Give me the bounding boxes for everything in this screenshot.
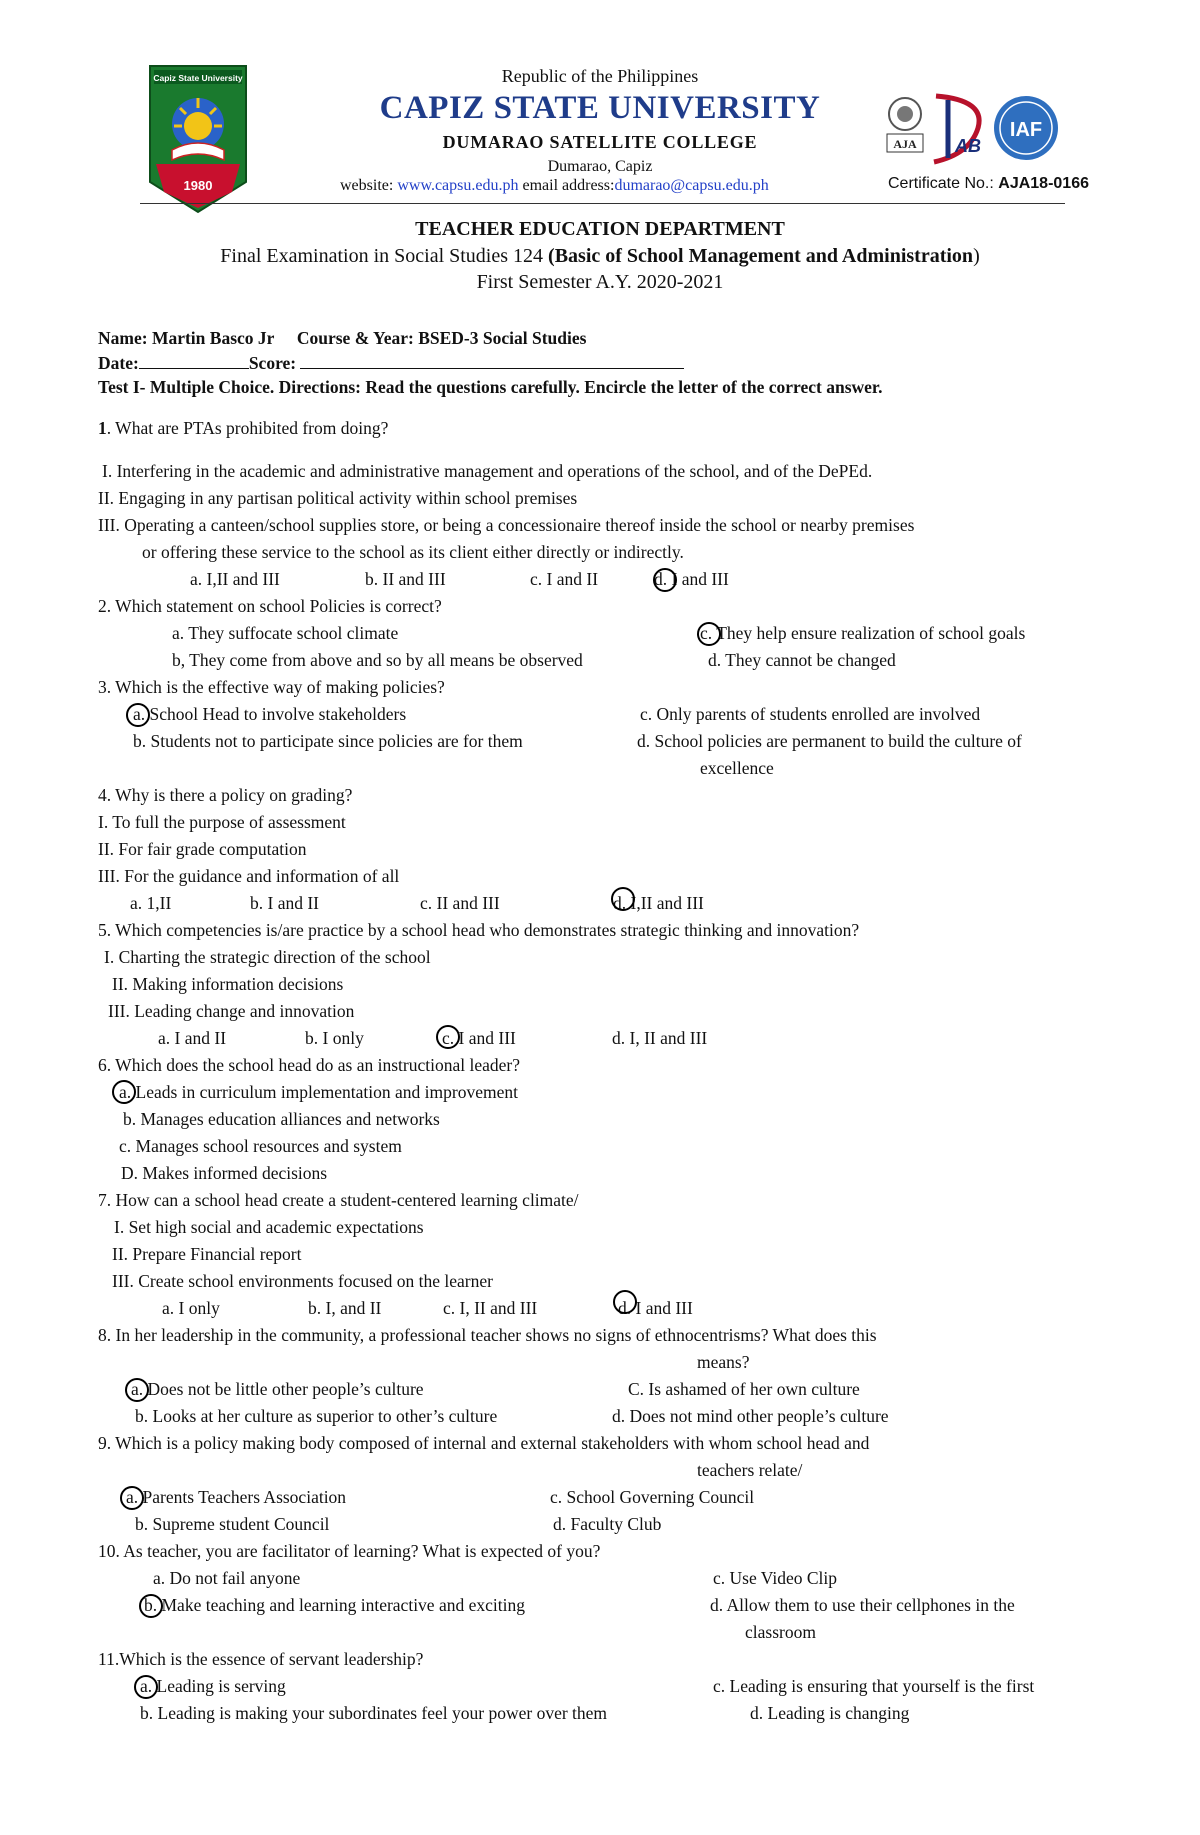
university-logo [148,64,248,214]
q1-option-a[interactable]: a. I,II and III [190,569,280,589]
question-8: 8. In her leadership in the community, a professional teacher shows no signs of ethnocentrisms? What does this [98,1325,877,1345]
q8-option-c[interactable]: C. Is ashamed of her own culture [628,1379,860,1399]
question-7: 7. How can a school head create a student-centered learning climate/ [98,1190,579,1210]
q8-option-d[interactable]: d. Does not mind other people’s culture [612,1406,889,1426]
q7-option-c[interactable]: c. I, II and III [443,1298,538,1318]
header-divider [140,203,1065,204]
question-9-cont: teachers relate/ [697,1460,803,1480]
college-name: DUMARAO SATELLITE COLLEGE [442,132,758,152]
q3-option-c[interactable]: c. Only parents of students enrolled are involved [640,704,981,724]
email-label: email address: [522,177,615,194]
q4-option-c[interactable]: c. II and III [420,893,500,913]
certificate-number [888,175,1089,193]
q3-option-d[interactable]: d. School policies are permanent to build the culture of [637,731,1022,751]
question-6: 6. Which does the school head do as an instructional leader? [98,1055,520,1075]
q3-option-b[interactable]: b. Students not to participate since policies are for them [133,731,523,751]
college-address: Dumarao, Capiz [547,158,653,175]
question-7-item-1: I. Set high social and academic expectations [114,1217,424,1237]
aja-logo-text: AJA [893,137,917,151]
q5-option-a[interactable]: a. I and II [158,1028,227,1048]
question-5-item-3: III. Leading change and innovation [108,1001,355,1021]
aja-logo [885,92,925,162]
q10-option-d[interactable]: d. Allow them to use their cellphones in the [710,1595,1015,1615]
q7-option-d[interactable]: d. I and III [618,1298,693,1318]
q11-option-b[interactable]: b. Leading is making your subordinates feel your power over them [140,1703,608,1723]
q1-option-c[interactable]: c. I and II [530,569,599,589]
student-info-line [98,327,586,349]
question-9: 9. Which is a policy making body composed of internal and external stakeholders with whom school head and [98,1433,870,1453]
question-1-item-3: III. Operating a canteen/school supplies store, or being a concessionaire thereof inside the school or nearby premises [98,515,915,535]
q8-answer-circle [125,1378,149,1402]
q6-option-b[interactable]: b. Manages education alliances and networks [123,1109,440,1129]
logo-year: 1980 [183,178,213,193]
question-1 [98,417,388,439]
q1-option-d[interactable]: d. I and III [654,569,729,589]
course-year[interactable]: BSED-3 Social Studies [418,328,587,348]
republic-line: Republic of the Philippines [501,66,699,86]
q4-option-b[interactable]: b. I and II [250,893,320,913]
q9-option-c[interactable]: c. School Governing Council [550,1487,755,1507]
jab-logo [928,92,990,166]
q3-option-a[interactable]: a. School Head to involve stakeholders [133,704,407,724]
q9-option-d[interactable]: d. Faculty Club [553,1514,662,1534]
q1-answer-circle [653,568,677,592]
question-5-item-2: II. Making information decisions [112,974,344,994]
exam-title-suffix: ) [973,245,980,267]
question-1-text: . What are PTAs prohibited from doing? [106,418,389,438]
q10-option-d-cont: classroom [745,1622,816,1642]
iaf-logo [992,94,1060,162]
q4-option-a[interactable]: a. 1,II [130,893,172,913]
question-5: 5. Which competencies is/are practice by a school head who demonstrates strategic thinking and innovation? [98,920,860,940]
semester-line: First Semester A.Y. 2020-2021 [476,271,724,293]
q10-option-c[interactable]: c. Use Video Clip [713,1568,838,1588]
name-label: Name: [98,328,148,348]
question-3: 3. Which is the effective way of making policies? [98,677,445,697]
question-4-item-3: III. For the guidance and information of all [98,866,400,886]
q7-answer-circle [613,1290,637,1314]
score-label: Score: [248,353,297,373]
q5-option-b[interactable]: b. I only [305,1028,364,1048]
q2-option-d[interactable]: d. They cannot be changed [708,650,896,670]
q9-option-b[interactable]: b. Supreme student Council [135,1514,330,1534]
q7-option-b[interactable]: b. I, and II [308,1298,382,1318]
question-4-item-1: I. To full the purpose of assessment [98,812,346,832]
question-5-item-1: I. Charting the strategic direction of the school [104,947,431,967]
exam-title-prefix: Final Examination in Social Studies 124 [220,245,549,267]
q2-option-c[interactable]: c. They help ensure realization of school goals [700,623,1026,643]
q11-option-a[interactable]: a. Leading is serving [140,1676,286,1696]
website-link[interactable]: www.capsu.edu.ph [397,177,519,194]
course-label: Course & Year: [296,328,414,348]
q8-option-a[interactable]: a. Does not be little other people’s culture [131,1379,424,1399]
test-instructions: Test I- Multiple Choice. Directions: Read the questions carefully. Encircle the letter of the correct answer. [98,377,883,397]
university-name: CAPIZ STATE UNIVERSITY [379,90,821,126]
logo-text: Capiz State University [153,73,243,83]
exam-title [0,245,1200,268]
contact-line [340,177,880,195]
question-8-cont: means? [697,1352,750,1372]
iaf-logo-text: IAF [1009,119,1043,141]
q10-answer-circle [139,1594,163,1618]
q2-option-a[interactable]: a. They suffocate school climate [172,623,399,643]
q9-answer-circle [120,1486,144,1510]
q11-answer-circle [134,1675,158,1699]
question-7-item-3: III. Create school environments focused on the learner [112,1271,493,1291]
q6-option-c[interactable]: c. Manages school resources and system [119,1136,402,1156]
q6-answer-circle [112,1080,136,1104]
website-label: website: [340,177,394,194]
certificate-label: Certificate No.: [888,175,994,192]
jab-logo-text: AB [955,136,981,156]
q5-option-d[interactable]: d. I, II and III [612,1028,708,1048]
certificate-value: AJA18-0166 [998,175,1089,192]
q4-answer-circle [611,887,635,911]
q11-option-c[interactable]: c. Leading is ensuring that yourself is the first [713,1676,1035,1696]
question-1-item-1: I. Interfering in the academic and administrative management and operations of the school, and of the DePEd. [102,461,873,481]
question-11: 11.Which is the essence of servant leadership? [98,1649,424,1669]
q7-option-a[interactable]: a. I only [162,1298,220,1318]
q4-option-d[interactable]: d. I,II and III [613,893,704,913]
date-label: Date: [98,353,139,373]
q10-option-b[interactable]: b. Make teaching and learning interactive and exciting [144,1595,525,1615]
score-field[interactable] [300,352,684,369]
question-1-item-2: II. Engaging in any partisan political activity within school premises [98,488,578,508]
q5-option-c[interactable]: c. I and III [442,1028,516,1048]
q5-answer-circle [436,1025,460,1049]
q10-option-a[interactable]: a. Do not fail anyone [153,1568,301,1588]
q9-option-a[interactable]: a. Parents Teachers Association [126,1487,347,1507]
q11-option-d[interactable]: d. Leading is changing [750,1703,910,1723]
date-field[interactable] [139,352,249,369]
student-name[interactable]: Martin Basco Jr [151,328,275,348]
question-1-item-3-cont: or offering these service to the school as its client either directly or indirectly. [142,542,684,562]
question-1-number: 1 [98,418,107,438]
q2-option-b[interactable]: b, They come from above and so by all means be observed [172,650,583,670]
q3-option-d-cont: excellence [700,758,774,778]
department-title: TEACHER EDUCATION DEPARTMENT [415,218,785,240]
question-2: 2. Which statement on school Policies is correct? [98,596,442,616]
q6-option-d[interactable]: D. Makes informed decisions [121,1163,328,1183]
q6-option-a[interactable]: a. Leads in curriculum implementation and improvement [119,1082,518,1102]
email-link[interactable]: dumarao@capsu.edu.ph [614,177,769,194]
q1-option-b[interactable]: b. II and III [365,569,446,589]
question-10: 10. As teacher, you are facilitator of learning? What is expected of you? [98,1541,601,1561]
q3-answer-circle [126,703,150,727]
exam-subject: (Basic of School Management and Administration [548,245,974,267]
q2-answer-circle [697,622,721,646]
date-score-line [98,352,684,374]
question-4: 4. Why is there a policy on grading? [98,785,353,805]
q8-option-b[interactable]: b. Looks at her culture as superior to other’s culture [135,1406,498,1426]
question-4-item-2: II. For fair grade computation [98,839,307,859]
question-7-item-2: II. Prepare Financial report [112,1244,302,1264]
